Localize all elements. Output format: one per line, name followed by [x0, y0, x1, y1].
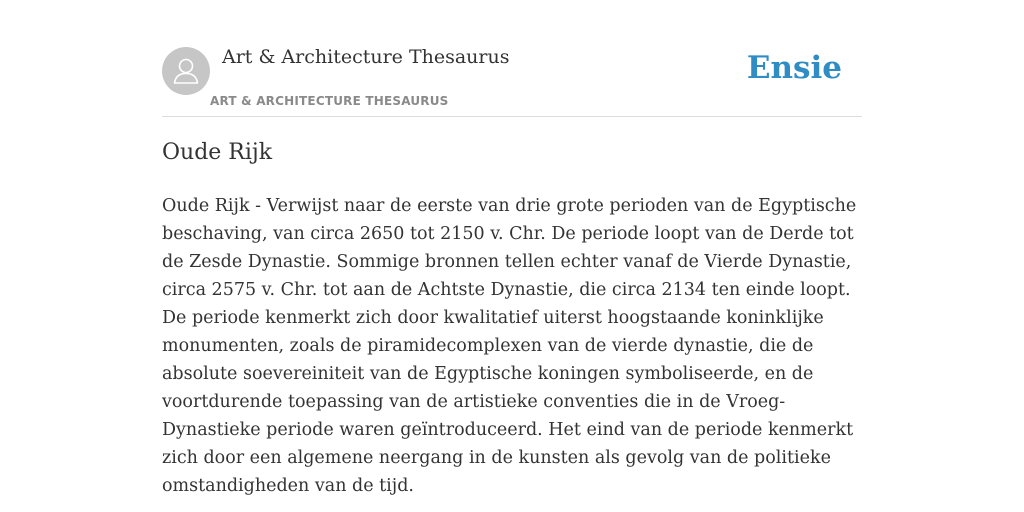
user-silhouette-icon	[162, 47, 210, 95]
article-body: Oude Rijk - Verwijst naar de eerste van drie grote perioden van de Egyptische beschaving, van circa 2650 tot 2150 v. Chr. De periode loopt van de Derde tot de Zesde Dynastie. Sommige bronnen tellen echter vanaf de Vierde Dynastie, circa 2575 v. Chr. tot aan de Achtste Dynastie, die circa 2134 ten einde loopt. De periode kenmerkt zich door kwalitatief uiterst hoogstaande koninklijke monumenten, zoals de piramidecomplexen van de vierde dynastie, die de absolute soevereiniteit van de Egyptische koningen symboliseerde, en de voortdurende toepassing van de artistieke conventies die in de Vroeg-Dynastieke periode waren geïntroduceerd. Het eind van de periode kenmerkt zich door een algemene neergang in de kunsten als gevolg van de politieke omstandigheden van de tijd.	[162, 196, 857, 496]
article-title: Oude Rijk	[162, 140, 273, 165]
article-header	[162, 44, 862, 117]
author-name-link[interactable]: Art & Architecture Thesaurus	[222, 46, 510, 68]
ensie-logo[interactable]: Ensie	[746, 50, 842, 86]
author-subtitle: ART & ARCHITECTURE THESAURUS	[210, 94, 449, 108]
author-avatar[interactable]	[162, 47, 210, 95]
